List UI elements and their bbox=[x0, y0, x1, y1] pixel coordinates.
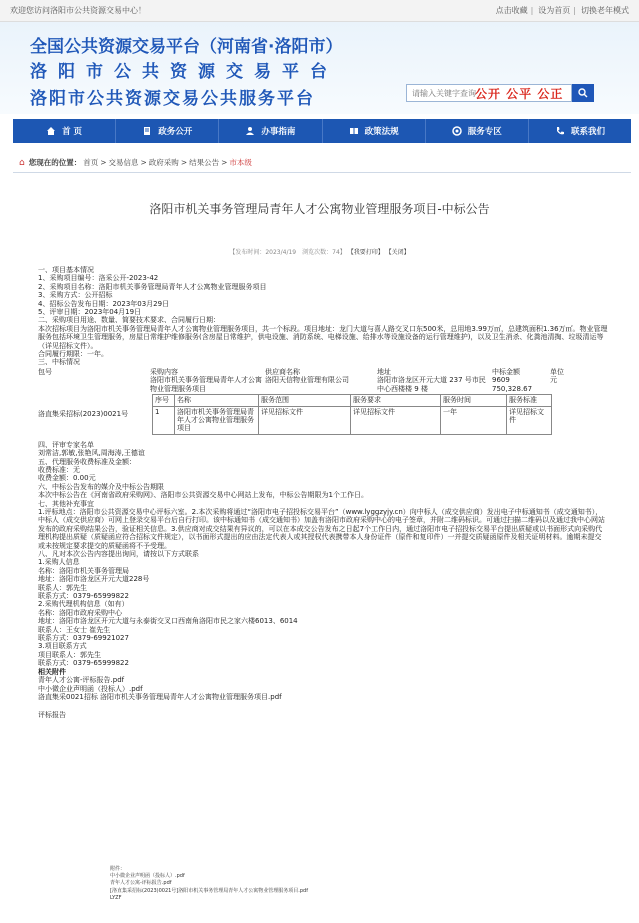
header-cell: 单位 bbox=[550, 367, 564, 376]
welcome-text: 欢迎您访问洛阳市公共资源交易中心！ bbox=[10, 6, 146, 15]
nav-label-government-affairs: 政务公开 bbox=[158, 127, 193, 137]
body-line: 联系人：王女士 崔先生 bbox=[38, 625, 111, 634]
winner-table bbox=[38, 368, 608, 393]
body-line: 联系方式：0379-65999822 bbox=[38, 592, 129, 601]
print-link[interactable]: 【我要打印】 bbox=[347, 249, 384, 256]
nav-label-guide: 办事指南 bbox=[261, 127, 296, 137]
article-body bbox=[38, 266, 608, 720]
site-title-line3: 洛阳市公共资源交易公共服务平台 bbox=[30, 89, 315, 109]
header-cell: 服务时间 bbox=[441, 395, 507, 406]
set-homepage-link[interactable]: 设为首页 bbox=[538, 6, 571, 15]
attachment-link[interactable]: 中小微企业声明函（投标人）.pdf bbox=[38, 684, 143, 693]
nav-label-policy: 政策法规 bbox=[364, 127, 399, 137]
attach-line: 中小微企业声明函（投标人）.pdf bbox=[110, 873, 185, 880]
body-line: 3、采购方式：公开招标 bbox=[38, 291, 113, 300]
body-line: 2.采购代理机构信息（如有） bbox=[38, 600, 129, 609]
publish-info: 【发布时间：2023/4/19 浏览次数：74】 bbox=[229, 249, 346, 256]
page-title: 洛阳市机关事务管理局青年人才公寓物业管理服务项目-中标公告 bbox=[149, 202, 490, 216]
body-line: 项目联系人：郭先生 bbox=[38, 650, 101, 659]
body-line: 联系方式：0379-65999822 bbox=[38, 659, 129, 668]
body-paragraph: 1.评标地点：洛阳市公共资源交易中心评标六室。2.本次采购将通过“洛阳市电子招投标交易平台”（www.lyggzyjy.cn）向中标人（成交供应商）发出电子中标通知书（成交通知书），中标人（成交供应商）可网上登录交易平台后自行打印。该中标通知书（成交通知书）加盖有洛阳市政府采购中心的电子签章，并附二维码标识。可通过扫描二维码以及通过我中心网站发布的政府采购结果公告，验证相关信息。3.供应商对成交结果有异议的，可以在本成交公告发布之日起7个工作日内，通过洛阳市电子招投标交易平台提出质疑或以书面形式向采购代理机构提出质疑（质疑函应符合招标文件规定），以书面形式提出的应由法定代表人或其授权代表携带本人身份证件（原件和复印件）一并提交质疑函原件及相关证明材料。逾期未提交或未按规定要求提交的质疑函将不予受理。 bbox=[38, 507, 605, 550]
nav-label-contact: 联系我们 bbox=[570, 127, 605, 137]
body-line: 刘常洁,郭敏,张艳风,周海涛,王德谊 bbox=[38, 449, 145, 458]
nav-item-service[interactable] bbox=[426, 119, 529, 143]
package-number: 洛直集采招标(2023)0021号 bbox=[38, 410, 129, 419]
site-title-line2: 洛阳市公共资源交易平台 bbox=[30, 62, 338, 82]
detail-cell: 详见招标文件 bbox=[507, 406, 552, 434]
body-line: 一、项目基本情况 bbox=[38, 266, 94, 274]
breadcrumb-label: 您现在的位置： bbox=[28, 158, 82, 167]
close-link[interactable]: 【关闭】 bbox=[385, 249, 410, 256]
body-line: 六、中标公告发布的媒介及中标公告期限 bbox=[38, 482, 164, 491]
body-line: 联系人：郭先生 bbox=[38, 583, 87, 592]
detail-cell: 详见招标文件 bbox=[259, 406, 351, 434]
nav-item-home[interactable] bbox=[13, 119, 116, 143]
header-cell: 服务要求 bbox=[351, 395, 441, 406]
body-line: 收费标准：无 bbox=[38, 465, 80, 474]
breadcrumb-item-home[interactable]: 首页 bbox=[83, 158, 99, 167]
guide-icon bbox=[245, 126, 255, 136]
attach-line: LYZF bbox=[110, 894, 122, 901]
nav-item-government-affairs[interactable] bbox=[116, 119, 219, 143]
nav-label-home: 首 页 bbox=[62, 127, 83, 137]
home-icon bbox=[46, 126, 56, 136]
body-line: 2、采购项目名称：洛阳市机关事务管理局青年人才公寓物业管理服务项目 bbox=[38, 282, 267, 291]
winner-row bbox=[38, 376, 608, 393]
body-line: 4、招标公告发布日期：2023年03月29日 bbox=[38, 299, 170, 308]
detail-cell: 洛阳市机关事务管理局青年人才公寓物业管理服务项目 bbox=[175, 406, 259, 434]
nav-label-service: 服务专区 bbox=[467, 127, 502, 137]
package-table bbox=[38, 394, 608, 435]
purchase-content: 洛阳市机关事务管理局青年人才公寓物业管理服务项目 bbox=[150, 376, 262, 393]
amount-unit: 元 bbox=[550, 376, 557, 385]
detail-row bbox=[153, 406, 552, 434]
service-detail-table bbox=[152, 394, 552, 435]
body-line: 1、采购项目编号：洛采公开-2023-42 bbox=[38, 274, 159, 283]
body-line: 四、评审专家名单 bbox=[38, 440, 94, 449]
breadcrumb-item-gov-purchase[interactable]: 政府采购 bbox=[148, 158, 179, 167]
nav-item-contact[interactable] bbox=[529, 119, 631, 143]
header-cell: 服务标准 bbox=[507, 395, 552, 406]
body-line: 3.项目联系方式 bbox=[38, 642, 87, 651]
attachment-link[interactable]: 洛直集采0021招标 洛阳市机关事务管理局青年人才公寓物业管理服务项目.pdf bbox=[38, 692, 282, 701]
detail-cell: 详见招标文件 bbox=[351, 406, 441, 434]
report-label: 评标报告 bbox=[38, 711, 66, 720]
body-line: 本次中标公告在《河南省政府采购网》、洛阳市公共资源交易中心网站上发布，中标公告期限为1个工作日。 bbox=[38, 491, 368, 500]
top-bar bbox=[0, 0, 639, 22]
law-icon bbox=[349, 126, 359, 136]
header-cell: 采购内容 bbox=[150, 367, 178, 376]
top-links: 点击收藏 | 设为首页 | 切换老年模式 bbox=[495, 6, 629, 15]
detail-cell: 一年 bbox=[441, 406, 507, 434]
nav-item-guide[interactable] bbox=[219, 119, 322, 143]
body-line: 三、中标情况 bbox=[38, 358, 80, 367]
attachments-heading: 相关附件 bbox=[38, 667, 66, 676]
breadcrumb-item-result[interactable]: 结果公告 bbox=[189, 158, 220, 167]
body-line: 名称：洛阳市机关事务管理局 bbox=[38, 566, 129, 575]
article-meta bbox=[0, 247, 639, 256]
header-cell: 名称 bbox=[175, 395, 259, 406]
site-title-line1: 全国公共资源交易平台（河南省·洛阳市） bbox=[30, 37, 343, 57]
attach-line: 青年人才公寓-评标报告.pdf bbox=[110, 880, 172, 887]
breadcrumb-item-city-level[interactable]: 市本级 bbox=[229, 158, 252, 167]
detail-cell: 1 bbox=[153, 406, 175, 434]
body-line: 1.采购人信息 bbox=[38, 558, 80, 567]
search-icon bbox=[578, 88, 588, 98]
header-cell: 中标金额 bbox=[492, 367, 520, 376]
breadcrumb-item-trade-info[interactable]: 交易信息 bbox=[108, 158, 139, 167]
header-cell: 地址 bbox=[377, 367, 391, 376]
search-button[interactable] bbox=[572, 84, 594, 102]
body-line: 地址：洛阳市洛龙区开元大道228号 bbox=[38, 575, 150, 584]
winning-amount: 9609 750,328.67 bbox=[492, 376, 533, 393]
header-cell: 服务范围 bbox=[259, 395, 351, 406]
body-line: 地址：洛阳市洛龙区开元大道与永泰街交叉口西南角洛阳市民之家六楼6013、6014 bbox=[38, 617, 298, 626]
body-line: 五、代理服务收费标准及金额： bbox=[38, 457, 136, 466]
body-line: 七、其他补充事宜 bbox=[38, 499, 94, 508]
supplier-name: 洛阳天信物业管理有限公司 bbox=[265, 376, 349, 385]
body-line: 二、采购项目用途、数量、简要技术要求、合同履行日期： bbox=[38, 316, 220, 325]
body-line: 八、凡对本次公告内容提出询问，请按以下方式联系 bbox=[38, 550, 199, 558]
detail-header-row bbox=[153, 395, 552, 406]
body-paragraph: 本次招标项目为洛阳市机关事务管理局青年人才公寓物业管理服务项目，共一个标段。项目地址：龙门大道与喜人路交叉口东500米，总用地3.99万㎡，总建筑面积1.36万㎡。物业管理服务包括环境卫生管理服务，房屋日常维护维修服务(含房屋日常维护，供电设施、消防系统、电梯设施、给排水等设施设备的运行管理维护)，以及卫生消杀、化粪池清掏、垃圾清运等（详见招标文件）。 bbox=[38, 324, 608, 350]
body-line: 合同履行期限：一年。 bbox=[38, 350, 108, 359]
body-line: 5、评审日期：2023年04月19日 bbox=[38, 308, 142, 317]
header-cell: 包号 bbox=[38, 367, 52, 376]
bottom-attachments bbox=[110, 866, 308, 902]
phone-icon bbox=[555, 126, 565, 136]
slogan: 公开 公平 公正 bbox=[475, 87, 564, 101]
attach-line: 附件： bbox=[110, 866, 126, 872]
header-cell: 序号 bbox=[153, 395, 175, 406]
body-line: 收费金额：0.00元 bbox=[38, 474, 96, 483]
elderly-mode-link[interactable]: 切换老年模式 bbox=[581, 6, 629, 15]
breadcrumb: ⌂ 您现在的位置： 首页 > 交易信息 > 政府采购 > 结果公告 > 市本级 bbox=[13, 153, 631, 173]
supplier-address: 洛阳市洛龙区开元大道 237 号市民中心西楼楼 9 楼 bbox=[377, 376, 486, 393]
doc-icon bbox=[142, 126, 152, 136]
location-icon: ⌂ bbox=[19, 157, 25, 168]
body-line: 联系方式：0379-69921027 bbox=[38, 634, 129, 643]
attach-line: [洛直集采招标(2023)0021号]洛阳市机关事务管理局青年人才公寓物业管理服务项目.pdf bbox=[110, 887, 308, 894]
body-line: 名称：洛阳市政府采购中心 bbox=[38, 608, 122, 617]
attachment-link[interactable]: 青年人才公寓-评标报告.pdf bbox=[38, 676, 125, 685]
main-nav bbox=[13, 119, 631, 143]
bookmark-link[interactable]: 点击收藏 bbox=[495, 6, 528, 15]
nav-item-policy[interactable] bbox=[323, 119, 426, 143]
header-cell: 供应商名称 bbox=[265, 367, 300, 376]
service-icon bbox=[452, 126, 462, 136]
